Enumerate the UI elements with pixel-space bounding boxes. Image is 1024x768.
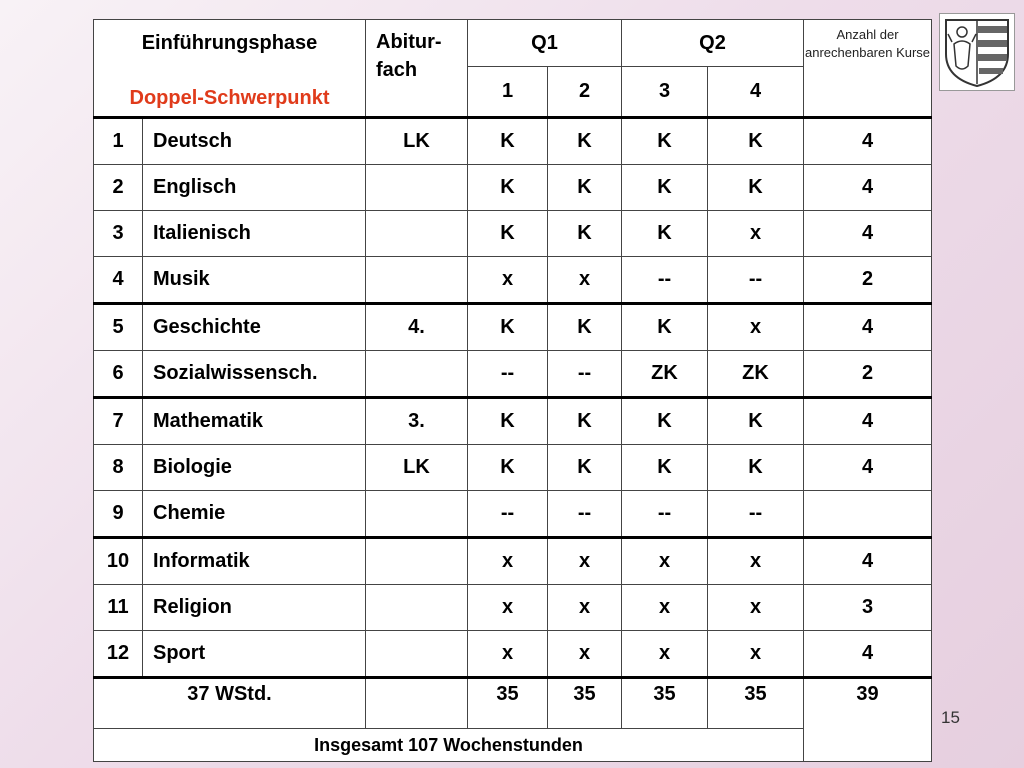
cell-subject: Deutsch [143,118,366,165]
cell-abitur [366,631,468,678]
cell-s3: K [622,165,708,211]
cell-abitur [366,491,468,538]
cell-subject: Musik [143,257,366,304]
cell-nr: 2 [94,165,143,211]
cell-s1: K [468,304,548,351]
course-table [93,19,932,762]
cell-s4: x [708,631,804,678]
cell-count: 4 [804,631,932,678]
cell-count: 2 [804,257,932,304]
cell-subject: Sport [143,631,366,678]
table-row [94,211,932,257]
cell-nr: 4 [94,257,143,304]
cell-subject: Geschichte [143,304,366,351]
cell-count: 4 [804,165,932,211]
cell-count [804,491,932,538]
cell-s3: x [622,631,708,678]
cell-subject: Englisch [143,165,366,211]
table-row [94,351,932,398]
cell-s2: K [548,118,622,165]
cell-count: 4 [804,118,932,165]
cell-count: 4 [804,398,932,445]
school-crest-logo [939,13,1015,91]
q1-header: Q1 [468,20,622,67]
cell-s4: x [708,211,804,257]
cell-s2: -- [548,491,622,538]
cell-s1: K [468,165,548,211]
cell-s4: -- [708,257,804,304]
cell-abitur [366,585,468,631]
cell-count: 3 [804,585,932,631]
cell-s3: -- [622,491,708,538]
cell-subject: Chemie [143,491,366,538]
cell-nr: 5 [94,304,143,351]
cell-s3: K [622,211,708,257]
cell-s1: x [468,538,548,585]
cell-s1: -- [468,351,548,398]
cell-s2: K [548,445,622,491]
cell-subject: Biologie [143,445,366,491]
cell-s2: -- [548,351,622,398]
cell-s4: K [708,118,804,165]
semester-header-1: 1 [468,67,548,118]
cell-s2: x [548,538,622,585]
cell-s4: K [708,445,804,491]
table-row [94,538,932,585]
cell-subject: Italienisch [143,211,366,257]
cell-s1: K [468,211,548,257]
table-row [94,257,932,304]
total-s4: 35 [708,678,804,729]
abitur-header-line1: Abitur- [376,31,442,53]
cell-s3: -- [622,257,708,304]
abitur-header-cell [366,20,468,118]
cell-nr: 7 [94,398,143,445]
table-row [94,585,932,631]
cell-s3: K [622,118,708,165]
cell-s4: ZK [708,351,804,398]
cell-abitur [366,257,468,304]
cell-s3: K [622,445,708,491]
cell-s2: K [548,211,622,257]
cell-s1: K [468,118,548,165]
cell-abitur [366,351,468,398]
slide-number: 15 [941,708,960,727]
cell-s4: K [708,398,804,445]
cell-subject: Sozialwissensch. [143,351,366,398]
cell-s2: x [548,257,622,304]
table-row [94,491,932,538]
abitur-header [376,28,467,84]
phase-subtitle: Doppel-Schwerpunkt [129,87,330,109]
cell-s1: x [468,257,548,304]
total-abitur [366,678,468,729]
cell-s3: K [622,304,708,351]
table-row [94,398,932,445]
semester-header-3: 3 [622,67,708,118]
cell-s3: ZK [622,351,708,398]
cell-count: 4 [804,211,932,257]
semester-header-4: 4 [708,67,804,118]
total-count: 39 [804,678,932,762]
cell-subject: Mathematik [143,398,366,445]
cell-nr: 12 [94,631,143,678]
cell-abitur [366,211,468,257]
q2-header: Q2 [622,20,804,67]
cell-abitur: LK [366,118,468,165]
table-row [94,445,932,491]
table-row [94,304,932,351]
cell-subject: Informatik [143,538,366,585]
cell-nr: 3 [94,211,143,257]
cell-s3: K [622,398,708,445]
cell-s4: x [708,304,804,351]
count-header-cell [804,20,932,118]
totals-row [94,678,932,729]
cell-s1: x [468,585,548,631]
table-row [94,118,932,165]
count-header: Anzahl der anrechenbaren Kurse [805,27,931,60]
total-ef-hours: 37 WStd. [94,678,366,729]
cell-s4: x [708,538,804,585]
crest-icon [940,14,1014,90]
cell-count: 4 [804,304,932,351]
cell-s2: x [548,631,622,678]
cell-count: 2 [804,351,932,398]
total-s2: 35 [548,678,622,729]
cell-abitur: LK [366,445,468,491]
cell-s4: x [708,585,804,631]
abitur-header-line2: fach [376,59,418,81]
cell-nr: 6 [94,351,143,398]
cell-count: 4 [804,538,932,585]
course-rows [94,118,932,678]
cell-s1: x [468,631,548,678]
phase-title: Einführungsphase [141,32,318,54]
cell-s2: x [548,585,622,631]
cell-abitur [366,165,468,211]
cell-abitur: 3. [366,398,468,445]
table-row [94,631,932,678]
cell-s1: -- [468,491,548,538]
cell-nr: 11 [94,585,143,631]
total-summary: Insgesamt 107 Wochenstunden [94,729,804,762]
phase-header-cell [94,20,366,118]
cell-s4: -- [708,491,804,538]
semester-header-2: 2 [548,67,622,118]
cell-count: 4 [804,445,932,491]
cell-s1: K [468,445,548,491]
cell-abitur [366,538,468,585]
cell-nr: 1 [94,118,143,165]
cell-nr: 10 [94,538,143,585]
cell-nr: 8 [94,445,143,491]
cell-s2: K [548,398,622,445]
cell-s1: K [468,398,548,445]
cell-abitur: 4. [366,304,468,351]
total-s1: 35 [468,678,548,729]
total-s3: 35 [622,678,708,729]
cell-s3: x [622,538,708,585]
cell-s4: K [708,165,804,211]
cell-nr: 9 [94,491,143,538]
table-row [94,165,932,211]
cell-subject: Religion [143,585,366,631]
cell-s3: x [622,585,708,631]
course-table-container [93,19,931,762]
cell-s2: K [548,304,622,351]
cell-s2: K [548,165,622,211]
